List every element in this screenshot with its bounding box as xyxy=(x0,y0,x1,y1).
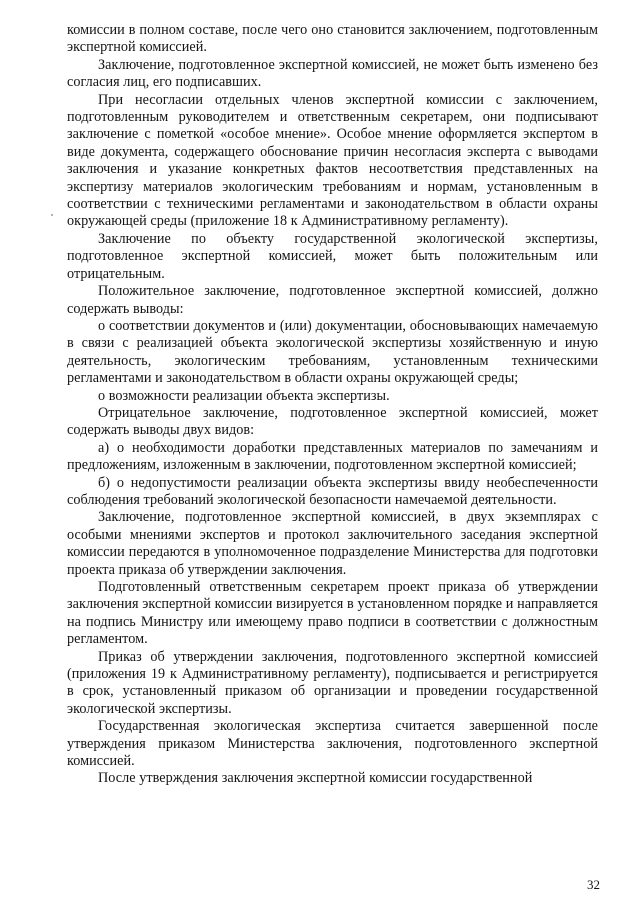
paragraph-14: Государственная экологическая экспертиза считается завершенной после утверждения приказом Министерства заключения, подготовленного экспертной комиссией. xyxy=(67,718,598,770)
body-text xyxy=(67,22,598,788)
paragraph-3: При несогласии отдельных членов экспертной комиссии с заключением, подготовленным руководителем и ответственным секретарем, они подписывают заключение с пометкой «особое мнение». Особое мнение оформляется экспертом в виде документа, содержащего обоснование причин несогласия эксперта с выводами заключения и указание конкретных фактов несоответствия представленных на экспертизу материалов экологическим требованиям и нормам, установленным в соответствии с техническими регламентами и законодательством в области охраны окружающей среды (приложение 18 к Административному регламенту). xyxy=(67,91,598,230)
paragraph-1: комиссии в полном составе, после чего оно становится заключением, подготовленным экспертной комиссией. xyxy=(67,22,598,56)
paragraph-7: о возможности реализации объекта экспертизы. xyxy=(98,387,390,404)
paragraph-10: б) о недопустимости реализации объекта экспертизы ввиду необеспеченности соблюдения требований экологической безопасности намечаемой деятельности. xyxy=(67,474,598,508)
paragraph-12: Подготовленный ответственным секретарем проект приказа об утверждении заключения экспертной комиссии визируется в установленном порядке и направляется на подпись Министру или имеющему право подписи в соответствии с должностным регламентом. xyxy=(67,579,598,648)
paragraph-13: Приказ об утверждении заключения, подготовленного экспертной комиссией (приложения 19 к Административному регламенту), подписывается и регистрируется в срок, установленный приказом об организации и проведении государственной экологической экспертизы. xyxy=(67,648,598,717)
scan-artifact xyxy=(51,214,53,216)
paragraph-11: Заключение, подготовленное экспертной комиссией, в двух экземплярах с особыми мнениями экспертов и протокол заключительного заседания экспертной комиссии передаются в уполномоченное подразделение Министерства для подготовки проекта приказа об утверждении заключения. xyxy=(67,509,598,578)
page-number: 32 xyxy=(587,877,600,892)
paragraph-8: Отрицательное заключение, подготовленное экспертной комиссией, может содержать выводы двух видов: xyxy=(67,404,598,439)
paragraph-5: Положительное заключение, подготовленное экспертной комиссией, должно содержать выводы: xyxy=(67,283,598,317)
paragraph-4: Заключение по объекту государственной экологической экспертизы, подготовленное экспертной комиссией, может быть положительным или отрицательным. xyxy=(67,230,598,282)
paragraph-15: После утверждения заключения экспертной комиссии государственной xyxy=(98,770,533,787)
paragraph-2: Заключение, подготовленное экспертной комиссией, не может быть изменено без согласия лиц, его подписавших. xyxy=(67,56,598,91)
paragraph-6: о соответствии документов и (или) документации, обосновывающих намечаемую в связи с реализацией объекта экологической экспертизы хозяйственную и иную деятельность, экологическим требованиям, установленным техническими регламентами и законодательством в области охраны окружающей среды; xyxy=(67,317,598,387)
paragraph-9: а) о необходимости доработки представленных материалов по замечаниям и предложениям, изложенным в заключении, подготовленном экспертной комиссией; xyxy=(67,439,598,474)
